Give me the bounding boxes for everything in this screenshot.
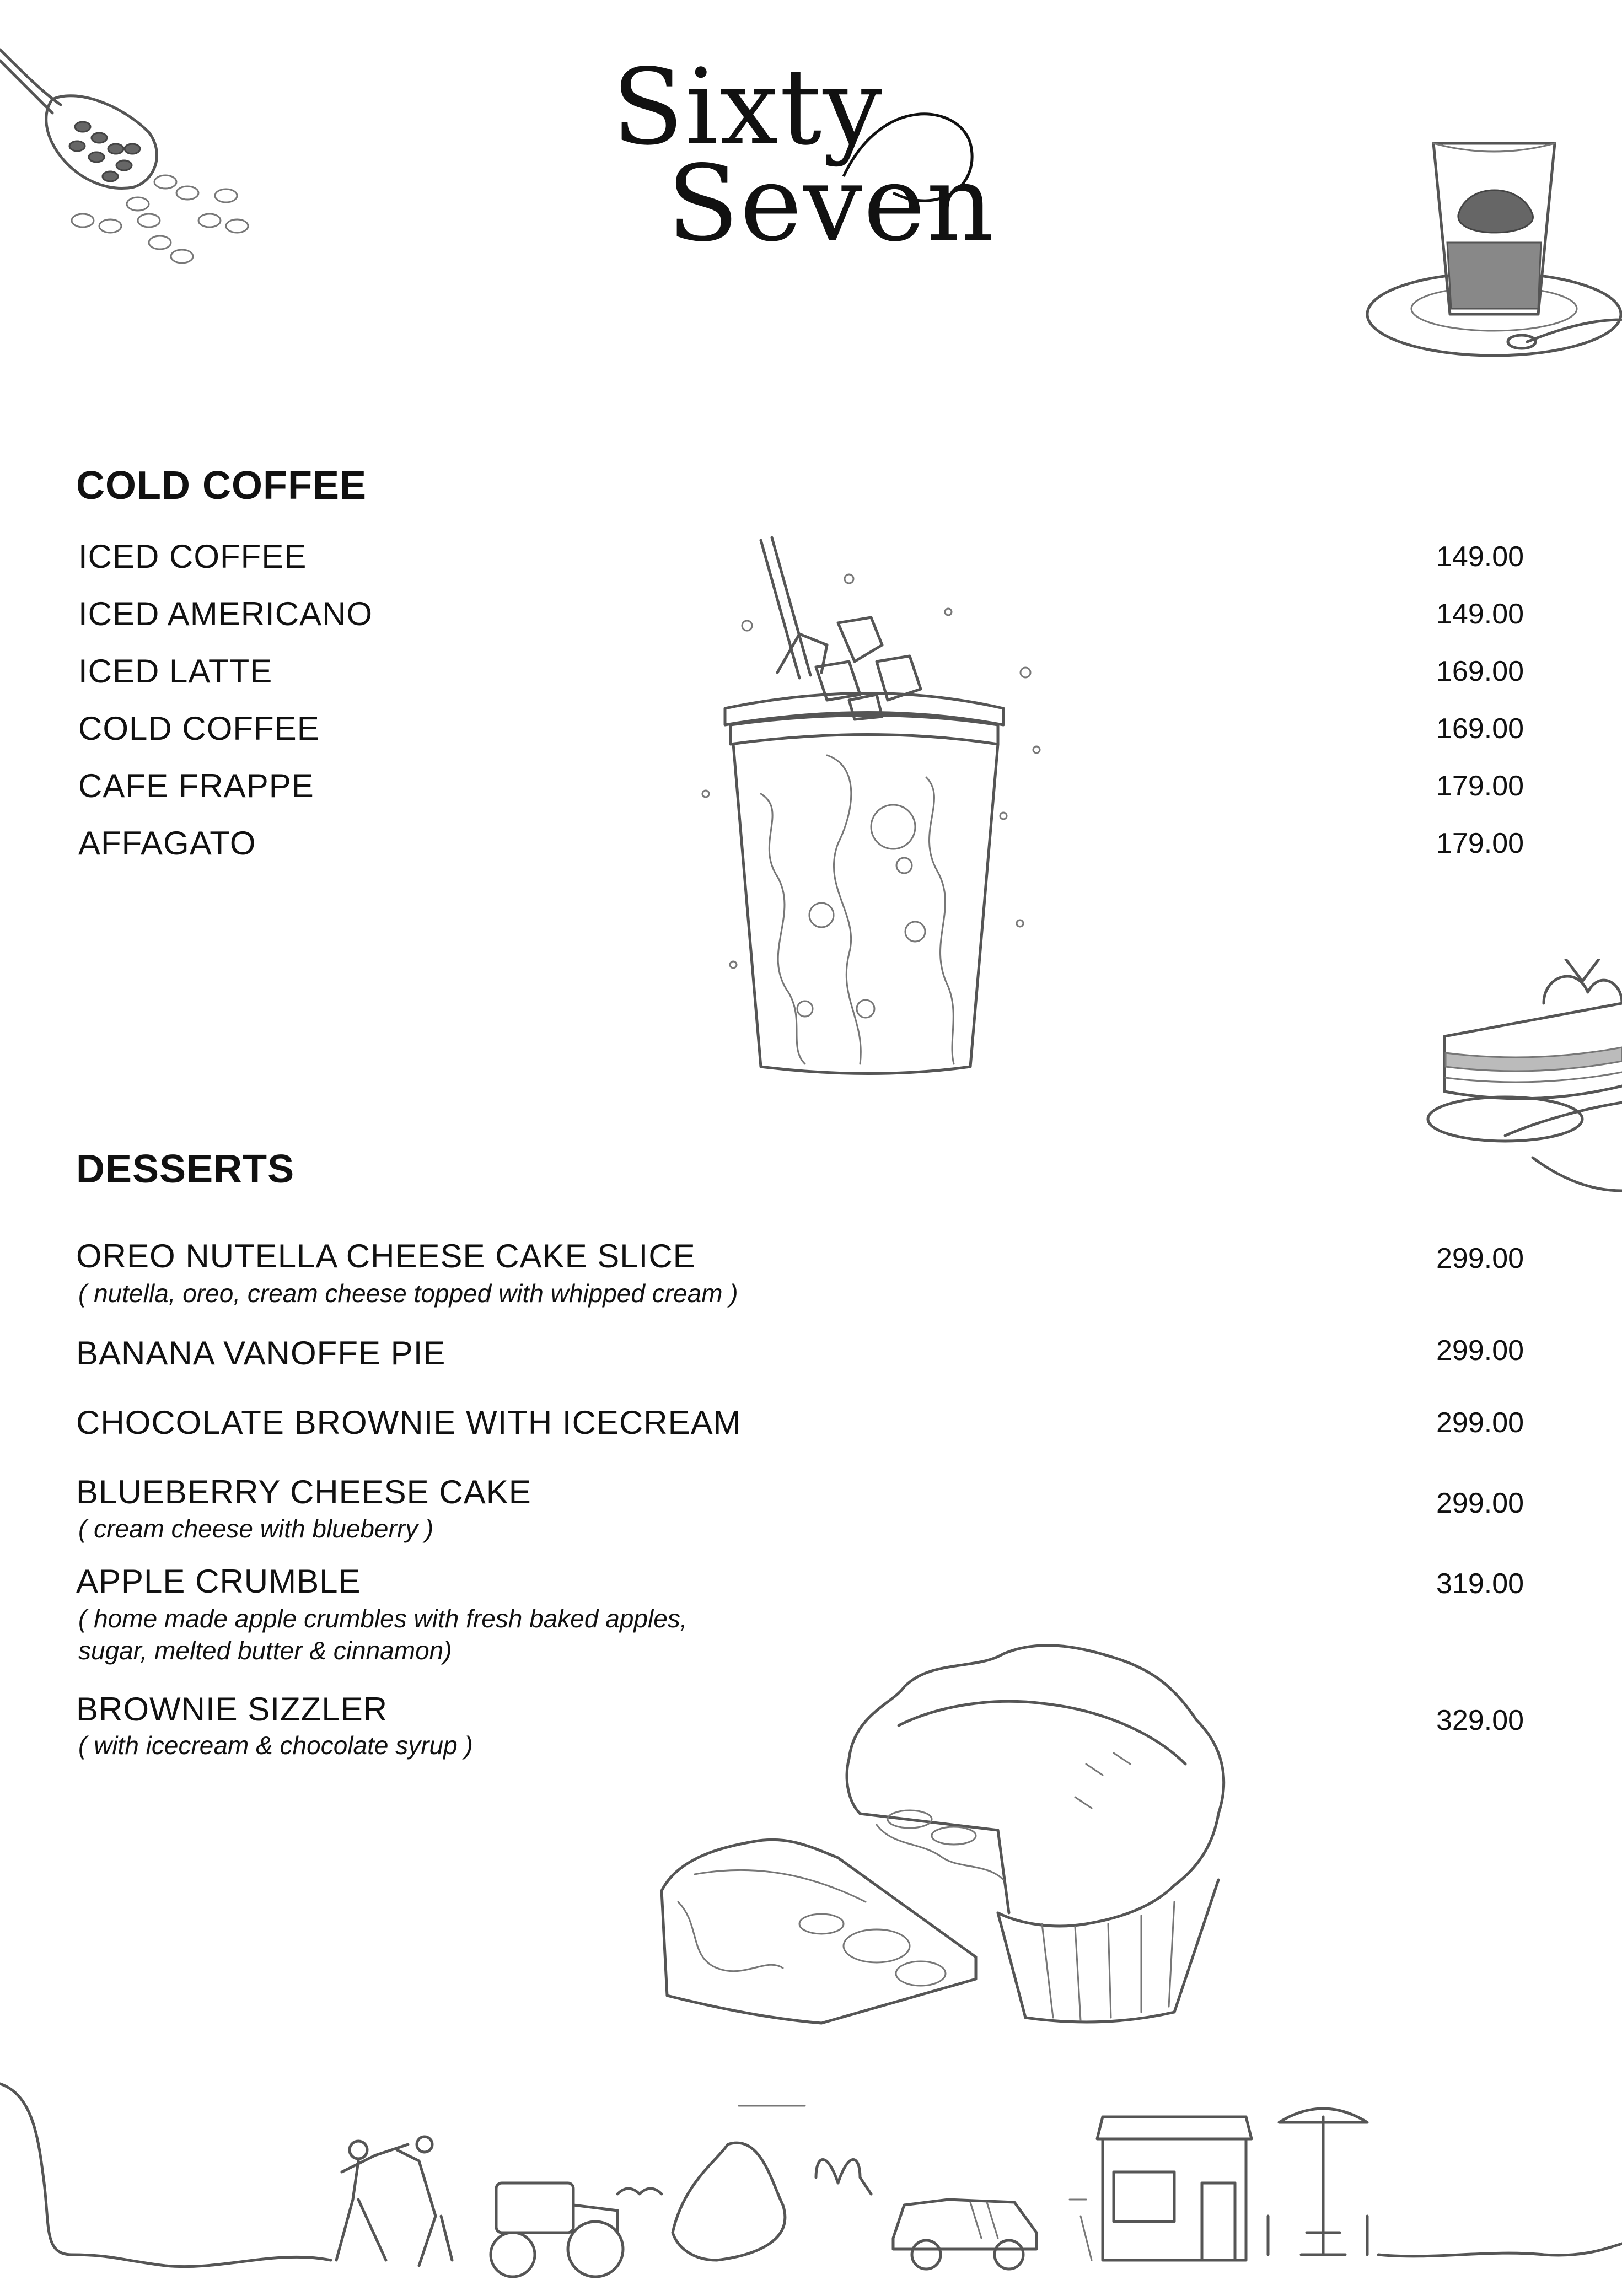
menu-item-price: 179.00 <box>1436 827 1524 859</box>
menu-item-price: 319.00 <box>1436 1568 1524 1600</box>
menu-item-name: OREO NUTELLA CHEESE CAKE SLICE <box>76 1238 696 1275</box>
menu-item-price: 299.00 <box>1436 1407 1524 1439</box>
menu-item-name: AFFAGATO <box>78 825 256 862</box>
menu-item-name: BLUEBERRY CHEESE CAKE <box>76 1474 531 1510</box>
menu-item-description <box>78 1603 688 1666</box>
menu-item-price: 299.00 <box>1436 1487 1524 1519</box>
menu-item-name: CAFE FRAPPE <box>78 767 314 804</box>
menu-item-price: 329.00 <box>1436 1704 1524 1736</box>
menu-item-price: 169.00 <box>1436 713 1524 745</box>
apple-pie-illustration <box>645 1637 1340 2034</box>
coffee-beans-scoop-illustration <box>0 39 265 270</box>
menu-item-name: ICED COFFEE <box>78 538 307 575</box>
section-title-desserts: DESSERTS <box>76 1147 295 1191</box>
brand-name-line2: Seven <box>667 143 995 265</box>
punjab-line-art-illustration <box>0 2073 1622 2293</box>
menu-item-name: APPLE CRUMBLE <box>76 1563 361 1600</box>
menu-item-name: BROWNIE SIZZLER <box>76 1691 388 1728</box>
menu-item-price: 149.00 <box>1436 541 1524 573</box>
affogato-glass-illustration <box>1356 132 1622 375</box>
menu-item-name: COLD COFFEE <box>78 710 320 747</box>
menu-item-description: ( nutella, oreo, cream cheese topped with whipped cream ) <box>78 1279 738 1308</box>
iced-coffee-cup-illustration <box>695 535 1053 1086</box>
section-title-cold-coffee: COLD COFFEE <box>76 464 367 508</box>
menu-item-name: BANANA VANOFFE PIE <box>76 1335 446 1372</box>
brand-logo <box>606 46 995 265</box>
menu-item-price: 179.00 <box>1436 770 1524 802</box>
menu-item-description: ( with icecream & chocolate syrup ) <box>78 1731 473 1760</box>
menu-item-description: ( cream cheese with blueberry ) <box>78 1514 434 1543</box>
menu-item-name: CHOCOLATE BROWNIE WITH ICECREAM <box>76 1404 742 1441</box>
menu-item-description-line: sugar, melted butter & cinnamon) <box>78 1636 452 1665</box>
brand-name-line1: Sixty <box>612 46 883 168</box>
menu-item-price: 299.00 <box>1436 1243 1524 1275</box>
cake-slice-illustration <box>1422 959 1622 1213</box>
menu-item-price: 299.00 <box>1436 1335 1524 1367</box>
menu-item-name: ICED AMERICANO <box>78 595 373 632</box>
menu-item-price: 149.00 <box>1436 598 1524 630</box>
menu-item-name: ICED LATTE <box>78 653 273 690</box>
menu-item-description-line: ( home made apple crumbles with fresh baked apples, <box>78 1604 688 1633</box>
menu-item-price: 169.00 <box>1436 655 1524 687</box>
